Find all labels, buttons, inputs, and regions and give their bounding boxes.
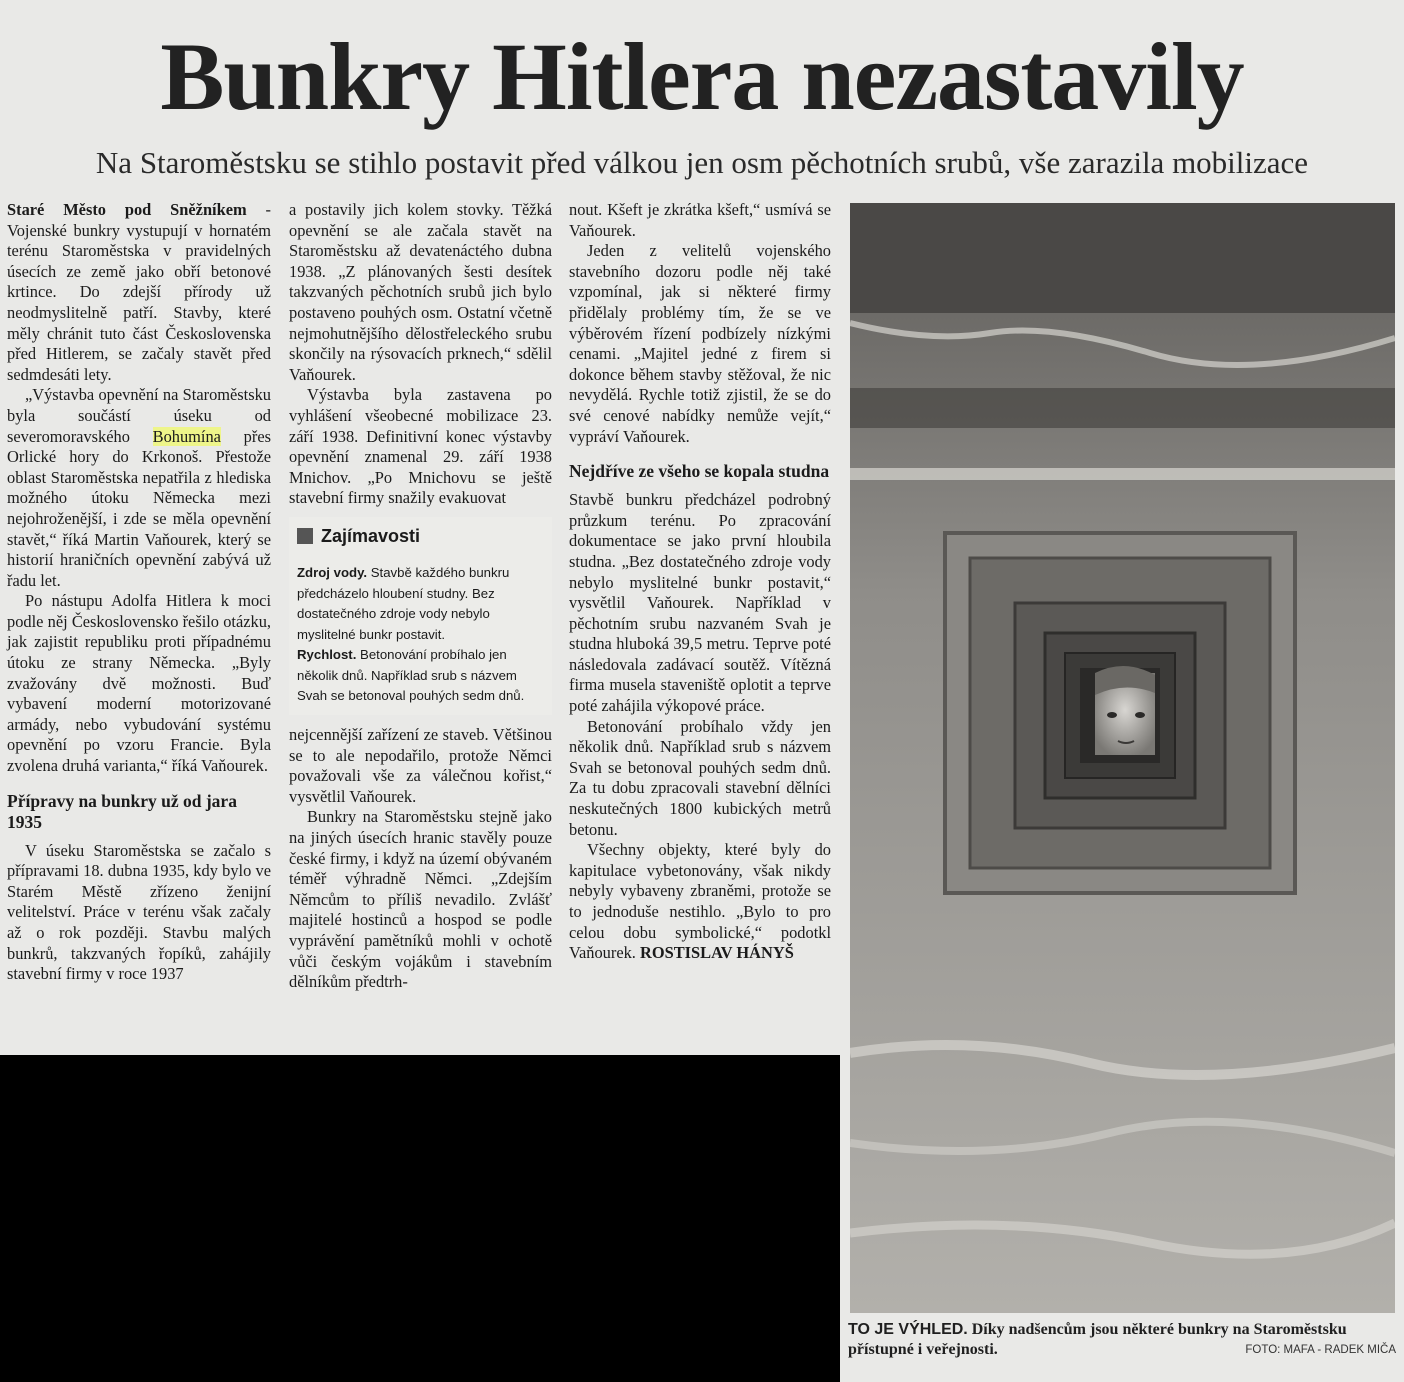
caption-lead: TO JE VÝHLED. (848, 1321, 968, 1338)
headline: Bunkry Hitlera nezastavily (160, 23, 1244, 130)
paragraph-text: přes Orlické hory do Krkonoš. Přestože oblast Staroměstska nepatřila z hlediska možného útoku Německa mezi nejohroženější, i zde se měla opevnění stavět,“ říká Martin Vaňourek, který se historií hraničních opevnění zabývá už řadu let. (7, 426, 271, 590)
photo-credit: FOTO: MAFA - RADEK MIČA (1245, 1344, 1396, 1356)
facts-box-title-text: Zajímavosti (321, 525, 421, 546)
facts-item (297, 563, 548, 645)
paragraph: Jeden z velitelů vojenského stavebního dozoru podle něj také vzpomínal, jak si některé firmy přidělaly problémy tím, že se ve výběrovém řízení podbízely nízkými cenami. „Majitel jedné z firem si dokonce během stavby stěžoval, že nic nevydělá. Rychle totiž zjistil, že se do své cenové nabídky nemůže vejít,“ vypráví Vaňourek. (569, 241, 831, 446)
article-column-2 (289, 200, 552, 993)
paragraph: a postavily jich kolem stovky. Těžká opevnění se ale začala stavět na Staroměstsku až devatenáctého dubna 1938. „Z plánovaných šesti desítek takzvaných pěchotních srubů jich bylo postaveno pouhých osm. Ostatní včetně nejmohutnějšího dělostřeleckého srubu skončily na rýsovacích prknech,“ sdělil Vaňourek. (289, 200, 552, 384)
paragraph: Výstavba byla zastavena po vyhlášení všeobecné mobilizace 23. září 1938. Definitivní konec výstavby opevnění znamenal 29. září 1938 Mnichov. „Po Mnichovu se ještě stavební firmy snažily evakuovat (289, 385, 552, 508)
facts-item-text: Betonování probíhalo jen několik dnů. Například srub s názvem Svah se betonoval pouhých sedm dnů. (297, 647, 525, 704)
paragraph: Stavbě bunkru předcházel podrobný průzkum terénu. Po zpracování dokumentace se jako první hloubila studna. „Bez dostatečného zdroje vody nebylo myslitelné bunkr postavit,“ vysvětlil Vaňourek. Například v pěchotním srubu nazvaném Svah je studna hluboká 39,5 metru. Teprve poté následovala zadávací soutěž. Vítězná firma musela staveniště oplotit a teprve poté zahájila výkopové práce. (569, 490, 831, 716)
paragraph (569, 840, 831, 964)
paragraph (7, 200, 271, 385)
dateline: Staré Město pod Sněžníkem (7, 200, 247, 219)
paragraph (7, 385, 271, 591)
bunker-photo (850, 203, 1395, 1313)
section-heading: Nejdříve ze všeho se kopala studna (569, 461, 830, 482)
section-heading: Přípravy na bunkry už od jara 1935 (7, 790, 237, 832)
paragraph: Betonování probíhalo vždy jen několik dnů. Například srub s názvem Svah se betonoval pouhých sedm dnů. Za tu dobu zpracovali stavební dělníci neskutečných 1800 kubických metrů betonu. (569, 716, 831, 839)
square-bullet-icon (297, 528, 313, 544)
facts-item-label: Rychlost. (297, 647, 357, 663)
article-column-3 (569, 200, 831, 964)
paragraph-text: Všechny objekty, které byly do kapitulace vybetonovány, však nikdy nebyly vybaveny zbraněmi, protože se to jednoduše nestihlo. „Bylo to pro celou dobu symbolické,“ podotkl Vaňourek. (569, 840, 831, 963)
facts-box-title (297, 523, 548, 549)
facts-item-text: Stavbě každého bunkru předcházelo hloubení studny. Bez dostatečného zdroje vody nebylo myslitelné bunkr postavit. (297, 564, 510, 642)
paragraph-text: - Vojenské bunkry vystupují v hornatém terénu Staroměstska v pravidelných úsecích ze země jako obří betonové krtince. Do zdejší přírody už neodmyslitelně patří. Stavby, které měly chránit tuto část Československa před Hitlerem, se začaly stavět před sedmdesáti lety. (7, 200, 271, 384)
facts-item (297, 645, 548, 707)
caption-text: Díky nadšencům jsou některé bunkry na Staroměstsku přístupné i veřejnosti. (848, 1321, 1347, 1358)
facts-box (289, 517, 552, 715)
paragraph-text: „Výstavba opevnění na Staroměstsku byla součástí úseku od severomoravského (7, 385, 271, 446)
paragraph: V úseku Staroměstska se začalo s přípravami 18. dubna 1935, kdy bylo ve Starém Městě zřízeno ženijní velitelství. Práce v terénu však začaly až o rok později. Stavbu malých bunkrů, takzvaných řopíků, zahájily stavební firmy v roce 1937 (7, 840, 271, 984)
paragraph: Po nástupu Adolfa Hitlera k moci podle něj Československo řešilo otázku, jak zajistit republiku proti případnému útoku ze strany Německa. „Byly zvažovány dvě možnosti. Buď vybavení moderní motorizované armády, nebo vybudování systému opevnění po vzoru Francie. Byla zvolena druhá varianta,“ říká Vaňourek. (7, 591, 271, 776)
author-byline: ROSTISLAV HÁNYŠ (640, 943, 794, 963)
paragraph: nejcennější zařízení ze staveb. Většinou se to ale nepodařilo, protože Němci považovali vše za válečnou kořist,“ vysvětlil Vaňourek. (289, 725, 552, 806)
highlighted-word: Bohumína (152, 426, 221, 446)
article-column-1 (7, 200, 271, 985)
bunker-photo-illustration (850, 203, 1395, 1313)
paragraph: nout. Kšeft je zkrátka kšeft,“ usmívá se Vaňourek. (569, 200, 831, 240)
facts-item-label: Zdroj vody. (297, 564, 368, 580)
paragraph: Bunkry na Staroměstsku stejně jako na jiných úsecích hranic stavěly pouze české firmy, i když na území obývaném téměř výhradně Němci. „Zdejším Němcům to příliš nevadilo. Zvlášť majitelé hostinců a hospod se podle vyprávění pamětníků mohli v ochotě vůči českým vojákům i stavebním dělníkům předtrh- (289, 807, 552, 992)
subheadline: Na Staroměstsku se stihlo postavit před válkou jen osm pěchotních srubů, vše zarazila mobilizace (95, 145, 1309, 180)
